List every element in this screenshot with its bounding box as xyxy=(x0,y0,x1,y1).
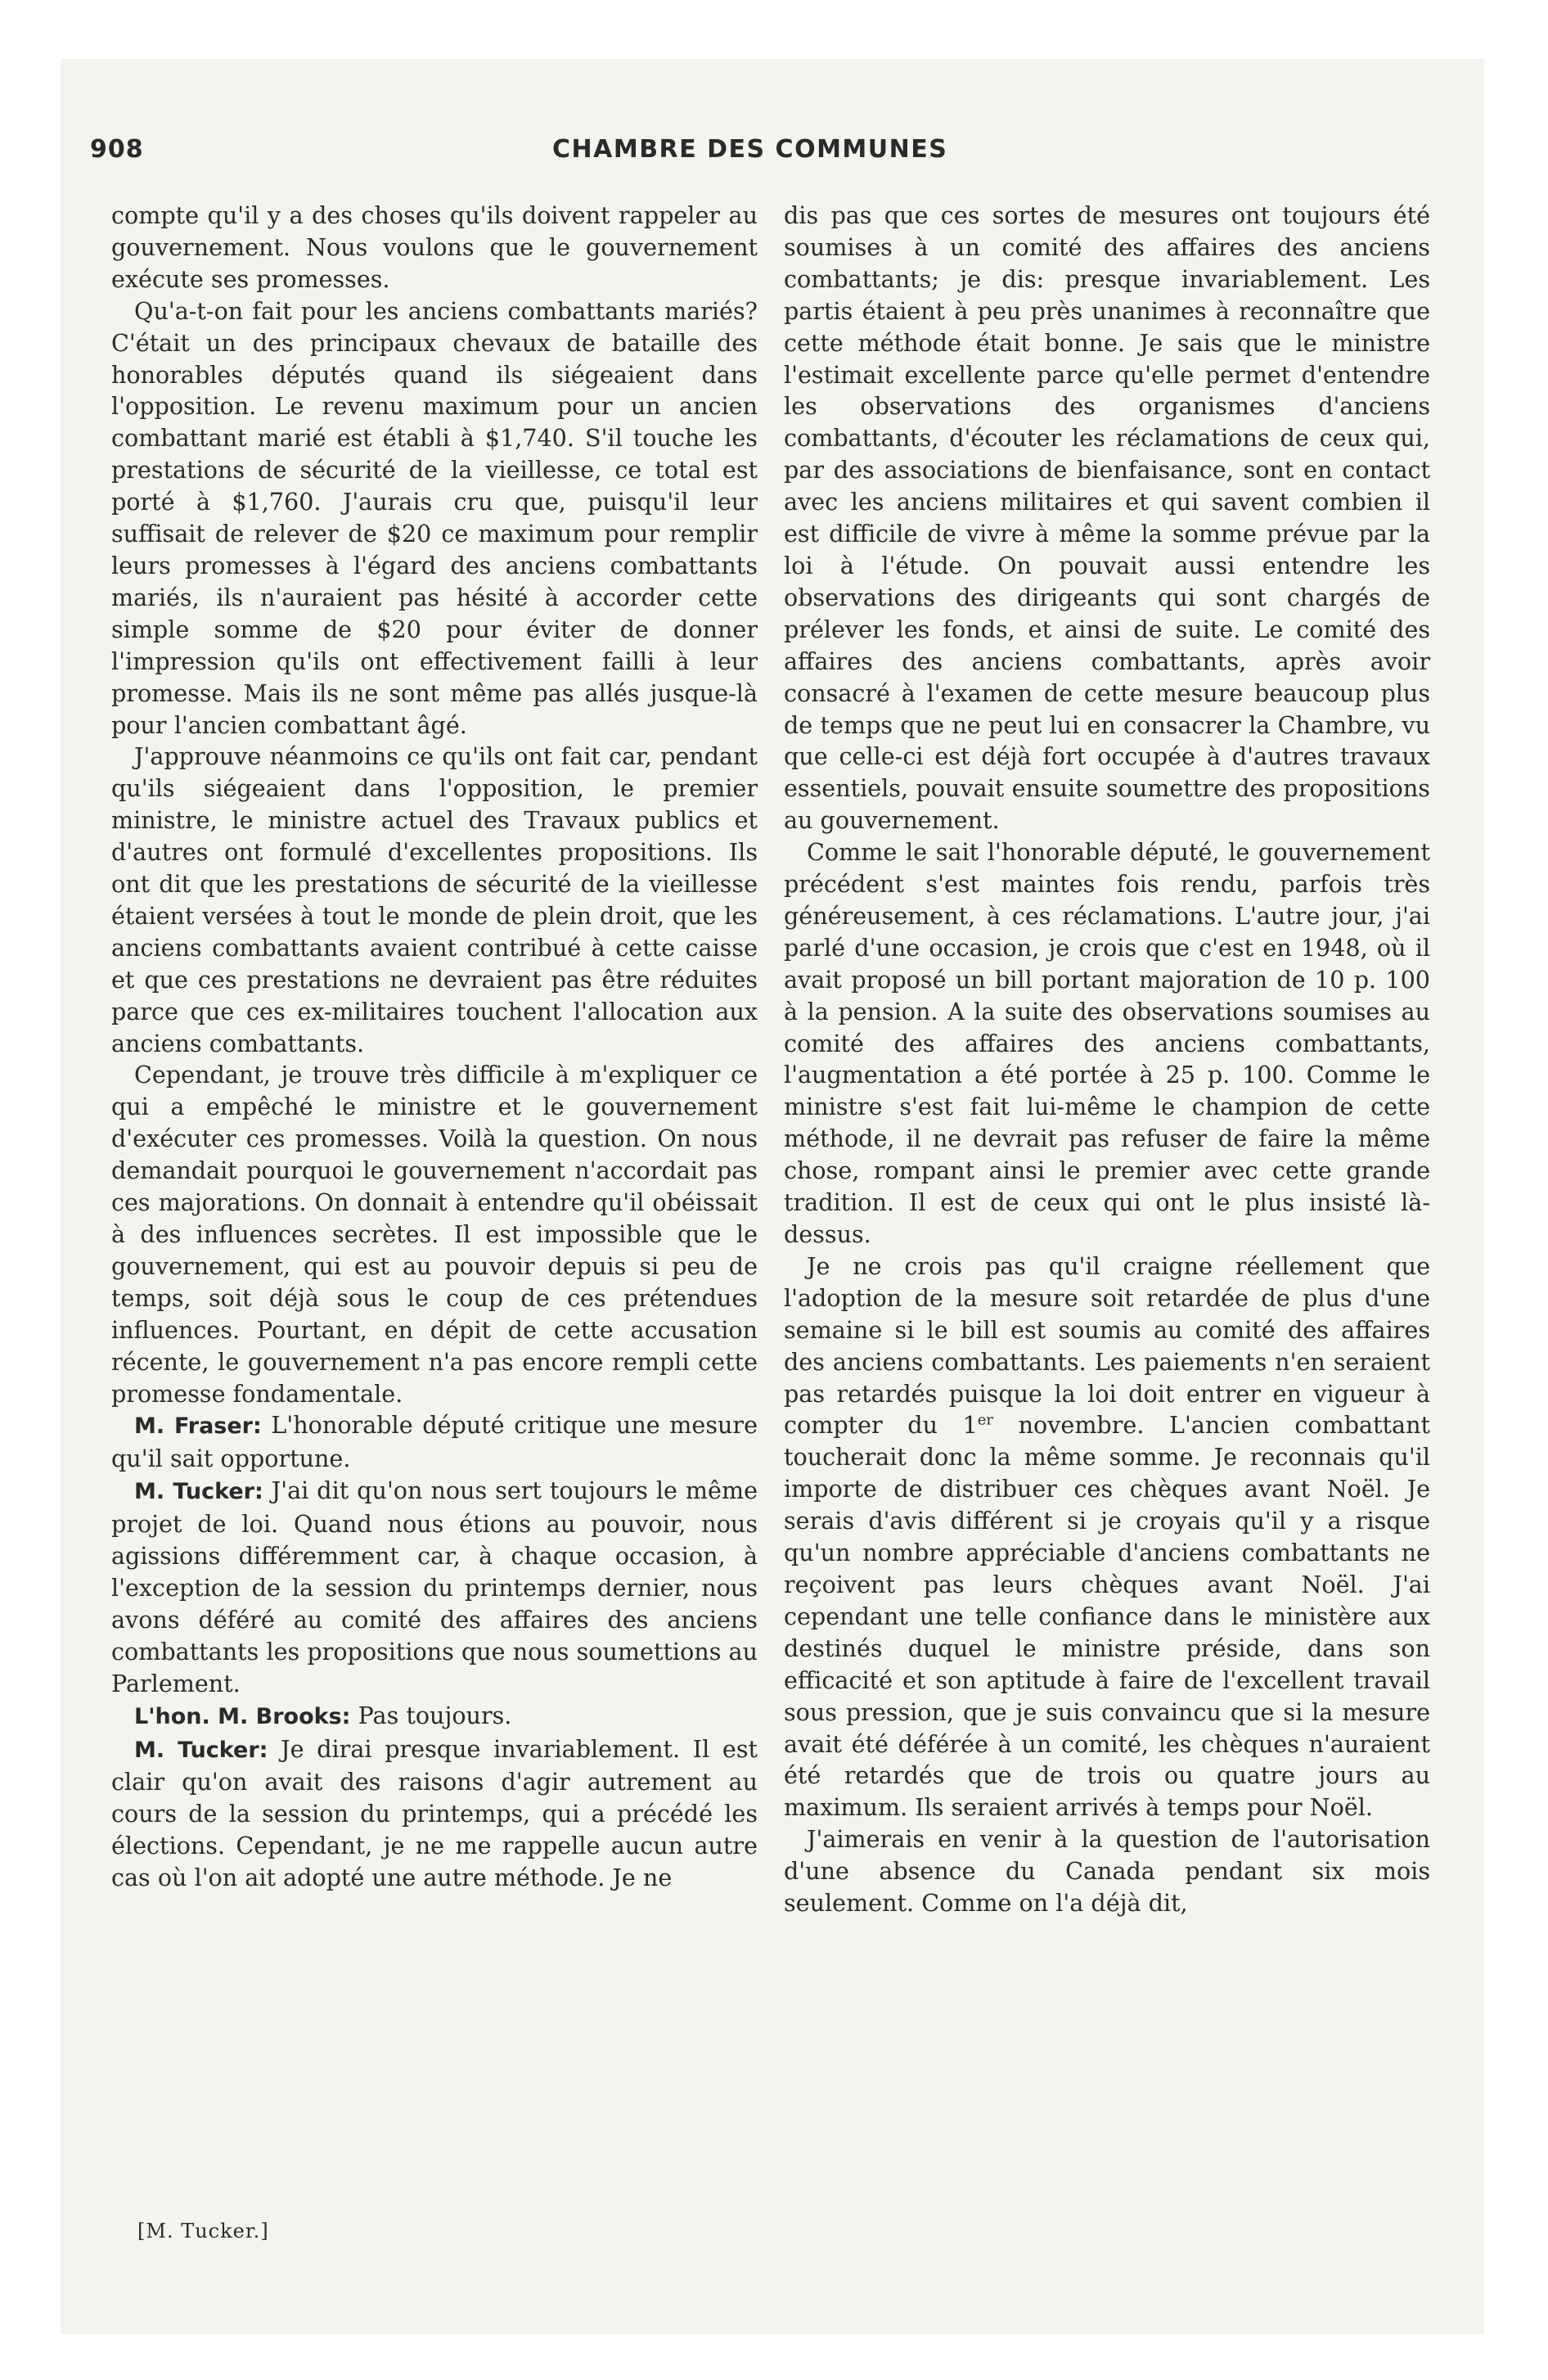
speech-text: Je dirai presque invariablement. Il est clair qu'on avait des raisons d'agir autrement au cours de la session du printemps, qui a précédé les élections. Cependant, je ne me rappelle aucun autre cas où l'on ait adopté une autre méthode. Je ne xyxy=(111,1734,758,1892)
speaker-name: M. Tucker: xyxy=(134,1737,268,1763)
paragraph: J'approuve néanmoins ce qu'ils ont fait car, pendant qu'ils siégeaient dans l'opposition, le premier ministre, le ministre actuel des Travaux publics et d'autres ont formulé d'excellentes propositions. Ils ont dit que les prestations de sécurité de la vieillesse étaient versées à tout le monde de plein droit, que les anciens combattants avaient contribué à cette caisse et que ces prestations ne devraient pas être réduites parce que ces ex-militaires touchent l'allocation aux anciens combattants. xyxy=(111,742,758,1057)
paragraph-text: Je ne crois pas qu'il craigne réellement que l'adoption de la mesure soit retardée de plus d'une semaine si le bill est soumis au comité des affaires des anciens combattants. Les paiements n'en seraient pas retardés puisque la loi doit entrer en vigueur à compter du 1 xyxy=(784,1251,1430,1440)
speaker-name: L'hon. M. Brooks: xyxy=(134,1703,351,1729)
running-head: CHAMBRE DES COMMUNES xyxy=(552,135,948,164)
speech-paragraph xyxy=(111,1700,758,1733)
speaker-attribution: [M. Tucker.] xyxy=(137,2220,269,2243)
paragraph: J'aimerais en venir à la question de l'autorisation d'une absence du Canada pendant six mois seulement. Comme on l'a déjà dit, xyxy=(784,1825,1430,1918)
speech-text: Pas toujours. xyxy=(358,1701,512,1729)
speaker-name: M. Tucker: xyxy=(134,1479,263,1505)
speech-text: J'ai dit qu'on nous sert toujours le même projet de loi. Quand nous étions au pouvoir, nous agissions différemment car, à chaque occasion, à l'exception de la session du printemps dernier, nous avons déféré au comité des affaires des anciens combattants les propositions que nous soumettions au Parlement. xyxy=(111,1476,758,1697)
page-number: 908 xyxy=(90,135,144,164)
paragraph: Qu'a-t-on fait pour les anciens combattants mariés? C'était un des principaux chevaux de bataille des honorables députés quand ils siégeaient dans l'opposition. Le revenu maximum pour un ancien combattant marié est établi à $1,740. S'il touche les prestations de sécurité de la vieillesse, ce total est porté à $1,760. J'aurais cru que, puisqu'il leur suffisait de relever de $20 ce maximum pour remplir leurs promesses à l'égard des anciens combattants mariés, ils n'auraient pas hésité à accorder cette simple somme de $20 pour éviter de donner l'impression qu'ils ont effectivement failli à leur promesse. Mais ils ne sont même pas allés jusque-là pour l'ancien combattant âgé. xyxy=(111,296,758,739)
paragraph: Cependant, je trouve très difficile à m'expliquer ce qui a empêché le ministre et le gouvernement d'exécuter ces promesses. Voilà la question. On nous demandait pourquoi le gouvernement n'accordait pas ces majorations. On donnait à entendre qu'il obéissait à des influences secrètes. Il est impossible que le gouvernement, qui est au pouvoir depuis si peu de temps, soit déjà sous le coup de ces prétendues influences. Pourtant, en dépit de cette accusation récente, le gouvernement n'a pas encore rempli cette promesse fondamentale. xyxy=(111,1061,758,1408)
page-header xyxy=(90,135,990,176)
speech-paragraph xyxy=(111,1409,758,1475)
paragraph: compte qu'il y a des choses qu'ils doivent rappeler au gouvernement. Nous voulons que le gouvernement exécute ses promesses. xyxy=(111,201,758,293)
left-column xyxy=(111,200,758,1894)
paragraph: dis pas que ces sortes de mesures ont toujours été soumises à un comité des affaires des anciens combattants; je dis: presque invariablement. Les partis étaient à peu près unanimes à reconnaître que cette méthode était bonne. Je sais que le ministre l'estimait excellente parce qu'elle permet d'entendre les observations des organismes d'anciens combattants, d'écouter les réclamations de ceux qui, par des associations de bienfaisance, sont en contact avec les anciens militaires et qui savent combien il est difficile de vivre à même la somme prévue par la loi à l'étude. On pouvait aussi entendre les observations des dirigeants qui sont chargés de prélever les fonds, et ainsi de suite. Le comité des affaires des anciens combattants, après avoir consacré à l'examen de cette mesure beaucoup plus de temps que ne peut lui en consacrer la Chambre, vu que celle-ci est déjà fort occupée à d'autres travaux essentiels, pouvait ensuite soumettre des propositions au gouvernement. xyxy=(784,201,1430,835)
speech-text: L'honorable député critique une mesure qu'il sait opportune. xyxy=(111,1411,758,1473)
paragraph xyxy=(784,1251,1430,1823)
speech-paragraph xyxy=(111,1475,758,1699)
paragraph: Comme le sait l'honorable député, le gouvernement précédent s'est maintes fois rendu, parfois très généreusement, à ces réclamations. L'autre jour, j'ai parlé d'une occasion, je crois que c'est en 1948, où il avait proposé un bill portant majoration de 10 p. 100 à la pension. A la suite des observations soumises au comité des affaires des anciens combattants, l'augmentation a été portée à 25 p. 100. Comme le ministre s'est fait lui-même le champion de cette méthode, il ne devrait pas refuser de faire la même chose, rompant ainsi le premier avec cette grande tradition. Il est de ceux qui ont le plus insisté là-dessus. xyxy=(784,838,1430,1248)
ordinal-superscript: er xyxy=(977,1411,994,1429)
speaker-name: M. Fraser: xyxy=(134,1413,262,1440)
speech-paragraph xyxy=(111,1733,758,1895)
paragraph-text: novembre. L'ancien combattant toucherait donc la même somme. Je reconnais qu'il importe de distribuer ces chèques avant Noël. Je serais d'avis différent si je croyais qu'il y a risque qu'un nombre appréciable d'anciens combattants ne reçoivent pas leurs chèques avant Noël. J'ai cependant une telle confiance dans le ministère aux destinés duquel le ministre préside, dans son efficacité et son aptitude à faire de l'excellent travail sous pression, que je suis convaincu que si la mesure avait été déférée à un comité, les chèques n'auraient été retardés que de trois ou quatre jours au maximum. Ils seraient arrivés à temps pour Noël. xyxy=(784,1411,1430,1822)
right-column xyxy=(784,200,1430,1919)
